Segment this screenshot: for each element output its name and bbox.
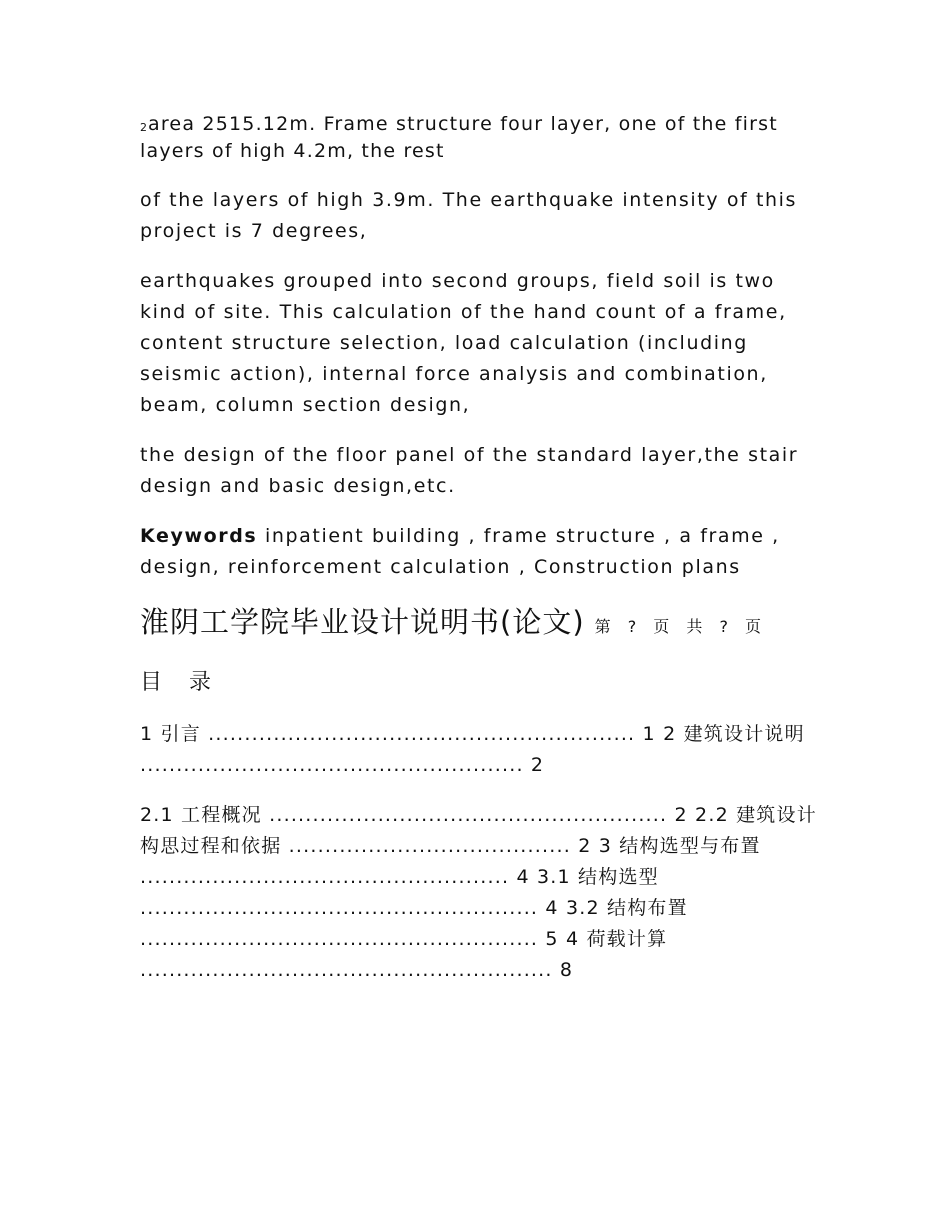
toc-line: 构思过程和依据 ....................................... 2 3 结构选型与布置 — [140, 835, 761, 857]
toc-title: 目 录 — [140, 670, 221, 695]
keywords-paragraph — [140, 521, 810, 583]
abstract-paragraph-4: the design of the floor panel of the standard layer,the stair design and basic design,etc. — [140, 444, 799, 497]
toc-line: 2.1 工程概况 ....................................................... 2 2.2 建筑设计 — [140, 804, 817, 826]
keywords-label: Keywords — [140, 525, 258, 547]
toc-line: ................................................... 4 3.1 结构选型 — [140, 866, 659, 888]
toc-line: ....................................................... 5 4 荷载计算 — [140, 928, 668, 950]
superscript-2: 2 — [140, 121, 147, 134]
page-header — [140, 602, 810, 647]
keywords-text: inpatient building , frame structure , a frame , design, reinforcement calculation , Construction plans — [140, 525, 780, 578]
toc-line: ..................................................... 2 — [140, 754, 545, 776]
toc-line: ....................................................... 4 3.2 结构布置 — [140, 897, 688, 919]
header-title: 淮阴工学院毕业设计说明书(论文) — [140, 605, 585, 639]
toc-block-1 — [140, 719, 810, 781]
abstract-paragraph-1 — [140, 112, 810, 163]
abstract-paragraph-2: of the layers of high 3.9m. The earthquake intensity of this project is 7 degrees, — [140, 189, 798, 242]
toc-line: ......................................................... 8 — [140, 959, 574, 981]
header-page-count: 第 ? 页 共 ? 页 — [594, 617, 768, 636]
toc-line: 1 引言 ........................................................... 1 2 建筑设计说明 — [140, 723, 805, 745]
document-page — [140, 112, 817, 1005]
toc-block-2 — [140, 800, 817, 986]
abstract-paragraph-1-text: area 2515.12m. Frame structure four layer, one of the first layers of high 4.2m, the rest — [140, 113, 778, 162]
abstract-paragraph-3: earthquakes grouped into second groups, field soil is two kind of site. This calculation of the hand count of a frame, content structure selection, load calculation (including seismic action), internal force analysis and combination, beam, column section design, — [140, 270, 787, 416]
